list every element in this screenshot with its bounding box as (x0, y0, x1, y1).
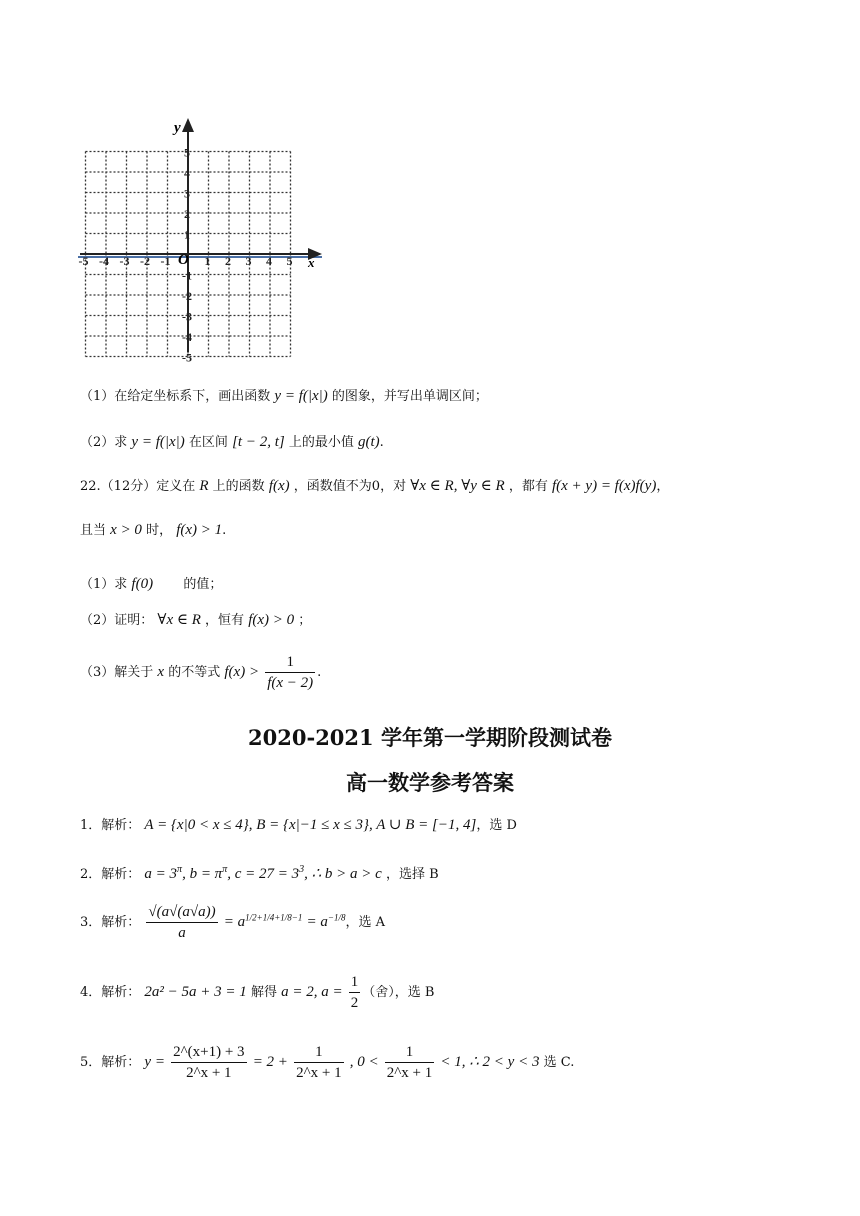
a3-sup1: 1/2+1/4+1/8−1 (245, 912, 303, 923)
q22-p2-b: ，恒有 (205, 613, 245, 628)
q22-line2 (80, 520, 226, 541)
a2-a: a = 3 (144, 866, 178, 882)
q22-l2-b: 时， (146, 523, 173, 538)
a5-den1: 2^x + 1 (186, 1065, 232, 1081)
y-tick-label: -4 (182, 330, 192, 344)
q21-p1-text-b: 的图象，并写出单调区间； (331, 389, 488, 404)
q22-p2-c: ； (298, 613, 312, 628)
q21-p2-math: y = f(|x|) (131, 434, 185, 450)
a4-fraction (349, 972, 361, 1013)
q22-l1-e: ， (656, 479, 670, 494)
x-tick-label: -3 (119, 254, 130, 268)
x-tick-label: 3 (245, 254, 252, 268)
a2-sup-c: 3 (299, 864, 305, 875)
answer-4-label: 4．解析： (80, 985, 141, 1000)
q21-p2-text-c: 上的最小值 (288, 435, 354, 450)
answer-3-label: 3．解析： (80, 915, 141, 930)
a4-math-b: a = 2, a = (281, 984, 343, 1000)
q22-p1-m: f(0) (131, 576, 154, 592)
q22-p3-fraction (265, 652, 315, 693)
q22-l1-f: f(x) (268, 478, 290, 494)
exam-title: 2020-2021 学年第一学期阶段测试卷 (248, 725, 612, 750)
q22-l1-R: R (199, 478, 209, 494)
answer-3-end: ，选 A (345, 915, 385, 930)
x-tick-label: 1 (204, 254, 211, 268)
q22-p3-x: x (157, 664, 165, 680)
a4-den: 2 (350, 995, 359, 1011)
a5-fraction-1 (171, 1042, 246, 1083)
a4-text: 解得 (250, 985, 277, 1000)
a2-b: , b = π (182, 866, 223, 882)
q21-p1-text: （1）在给定坐标系下，画出函数 (80, 389, 271, 404)
x-tick-label: 2 (225, 254, 231, 268)
answer-2-math (144, 866, 381, 882)
q22-p3-num: 1 (265, 652, 315, 673)
q22-p2-m1: ∀x ∈ R (157, 612, 201, 628)
q22-l1-d: ，都有 (508, 479, 548, 494)
answer-4 (80, 972, 434, 1013)
q22-l1-m2: f(x + y) = f(x)f(y) (551, 478, 657, 494)
a5-fraction-2 (294, 1042, 344, 1083)
q22-part2 (80, 610, 311, 631)
answer-2-end: ，选择 B (385, 867, 439, 882)
q22-p2-m2: f(x) > 0 (248, 612, 295, 628)
a3-den: a (178, 925, 186, 941)
a2-sup-a: π (177, 864, 183, 875)
a4-num: 1 (349, 972, 361, 993)
a5-num2: 1 (294, 1042, 344, 1063)
q22-part3 (80, 652, 321, 693)
a4-math-a: 2a² − 5a + 3 = 1 (144, 984, 247, 1000)
x-tick-label: -2 (140, 254, 150, 268)
a2-c: , c = 27 = 3 (227, 866, 300, 882)
answer-5 (80, 1042, 574, 1083)
q21-p1-math: y = f(|x|) (274, 388, 328, 404)
q21-p2-gt: g(t) (358, 434, 380, 450)
q22-p3-lhs: f(x) > (224, 664, 260, 680)
answer-1-label: 1．解析： (80, 818, 141, 833)
y-tick-label: 4 (184, 166, 190, 180)
answer-5-end: 选 C. (543, 1055, 575, 1070)
a5-tail: < 1, ∴ 2 < y < 3 (440, 1054, 540, 1070)
q21-p2-interval: [t − 2, t] (232, 434, 285, 450)
a3-num: √(a√(a√a)) (146, 902, 217, 923)
x-axis-label: x (308, 255, 315, 270)
y-tick-label: -3 (182, 309, 192, 324)
a2-d: , ∴ b > a > c (304, 866, 382, 882)
answer-4-end: （舍），选 B (362, 985, 435, 1000)
q22-l1-m1: ∀x ∈ R, ∀y ∈ R (410, 478, 505, 494)
y-tick-label: 2 (184, 207, 190, 221)
q22-p2-a: （2）证明： (80, 613, 154, 628)
q22-line1 (80, 476, 669, 497)
y-tick-label: 5 (184, 145, 190, 160)
answer-3 (80, 902, 385, 943)
q22-p1-b: 的值； (183, 577, 223, 592)
answer-1-end: ，选 D (476, 818, 517, 833)
y-tick-label: -5 (182, 350, 192, 362)
q22-p3-b: 的不等式 (168, 665, 221, 680)
q22-l2-m2: f(x) > 1 (176, 522, 223, 538)
a2-sup-b: π (222, 864, 228, 875)
coordinate-grid (78, 112, 328, 362)
x-tick-label: 5 (286, 254, 293, 268)
q22-l1-a: 22.（12分）定义在 (80, 479, 196, 494)
a5-den3: 2^x + 1 (386, 1065, 433, 1081)
y-tick-label: 1 (184, 227, 190, 242)
a5-num1: 2^(x+1) + 3 (171, 1042, 246, 1063)
answer-2 (80, 860, 439, 885)
a5-fraction-3 (385, 1042, 435, 1083)
origin-label: O (178, 252, 189, 268)
q22-p3-a: （3）解关于 (80, 665, 154, 680)
q21-part1 (80, 386, 488, 407)
answer-1 (80, 815, 517, 836)
x-tick-label: -4 (99, 254, 109, 268)
q21-p2-end: . (379, 435, 384, 450)
q21-part2 (80, 432, 384, 453)
y-tick-label: -1 (182, 268, 192, 283)
y-axis-arrow-icon (182, 118, 194, 132)
q22-l1-c: ，函数值不为0，对 (293, 479, 407, 494)
a3-sup2: −1/8 (327, 912, 346, 923)
q22-l2-m1: x > 0 (110, 522, 142, 538)
x-tick-label: 4 (266, 254, 272, 268)
a3-eq: = a (223, 914, 246, 930)
q22-l2-end: . (222, 523, 227, 538)
q22-p1-a: （1）求 (80, 577, 128, 592)
x-tick-label: -5 (78, 254, 89, 268)
answer-3-fraction (146, 902, 217, 943)
q22-part1 (80, 574, 222, 595)
answer-1-math: A = {x|0 < x ≤ 4}, B = {x|−1 ≤ x ≤ 3}, A ∪ B = [−1, 4] (144, 817, 477, 833)
answer-2-label: 2．解析： (80, 867, 141, 882)
y-tick-label: 3 (184, 186, 190, 201)
q22-p3-den: f(x − 2) (267, 675, 314, 691)
q21-p2-text-b: 在区间 (188, 435, 228, 450)
a5-lhs: y = (144, 1054, 165, 1070)
a5-num3: 1 (385, 1042, 435, 1063)
answer-5-label: 5．解析： (80, 1055, 141, 1070)
q22-l2-a: 且当 (80, 523, 107, 538)
y-axis-label: y (174, 120, 181, 136)
q22-l1-b: 上的函数 (212, 479, 265, 494)
a5-mid2: , 0 < (349, 1054, 379, 1070)
y-tick-label: -2 (182, 289, 192, 303)
a3-eq2: = a (306, 914, 328, 930)
q22-p3-end: . (317, 665, 322, 680)
a5-den2: 2^x + 1 (296, 1065, 342, 1081)
a5-mid: = 2 + (252, 1054, 288, 1070)
x-tick-label: -1 (160, 254, 171, 268)
q21-p2-text: （2）求 (80, 435, 128, 450)
answer-key-title: 高一数学参考答案 (346, 770, 514, 795)
